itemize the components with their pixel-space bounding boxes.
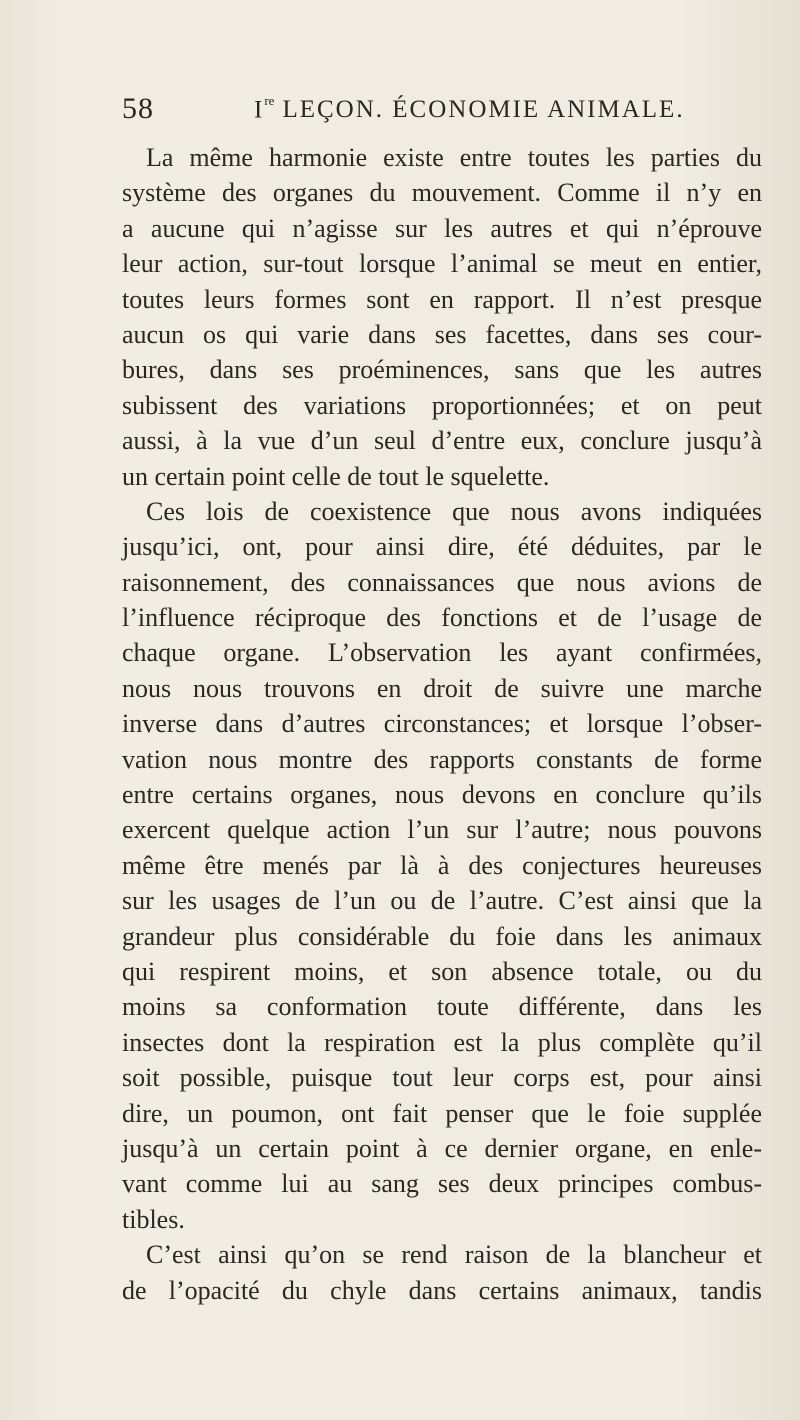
text-line: chaque organe. L’observation les ayant confirmées, — [122, 638, 762, 668]
text-line: sur les usages de l’un ou de l’autre. C’est ainsi que la — [122, 886, 762, 916]
text-line: dire, un poumon, ont fait penser que le foie supplée — [122, 1098, 762, 1128]
text-line: aussi, à la vue d’un seul d’entre eux, conclure jusqu’à — [122, 426, 762, 456]
text-line: inverse dans d’autres circonstances; et lorsque l’obser- — [122, 709, 762, 739]
text-line: même être menés par là à des conjectures heureuses — [122, 850, 762, 880]
text-line: grandeur plus considérable du foie dans les animaux — [122, 921, 762, 951]
text-line: système des organes du mouvement. Comme il n’y en — [122, 178, 762, 208]
text-line: jusqu’à un certain point à ce dernier organe, en enle- — [122, 1133, 762, 1163]
running-head — [122, 92, 762, 132]
text-line: toutes leurs formes sont en rapport. Il n’est presque — [122, 284, 762, 314]
text-line: vation nous montre des rapports constants de forme — [122, 744, 762, 774]
text-line: entre certains organes, nous devons en conclure qu’ils — [122, 780, 762, 810]
text-line: a aucune qui n’agisse sur les autres et qui n’éprouve — [122, 213, 762, 243]
text-line: insectes dont la respiration est la plus complète qu’il — [122, 1027, 762, 1057]
text-line: jusqu’ici, ont, pour ainsi dire, été déduites, par le — [122, 532, 762, 562]
section-title-text: LEÇON. ÉCONOMIE ANIMALE. — [282, 96, 685, 124]
text-line: nous nous trouvons en droit de suivre une marche — [122, 673, 762, 703]
text-line: subissent des variations proportionnées; et on peut — [122, 390, 762, 420]
text-line: vant comme lui au sang ses deux principes combus- — [122, 1169, 762, 1199]
text-line: moins sa conformation toute différente, dans les — [122, 992, 762, 1022]
page-number: 58 — [122, 92, 154, 125]
text-line: de l’opacité du chyle dans certains animaux, tandis — [122, 1275, 762, 1305]
body-text — [122, 140, 762, 1308]
lesson-numeral: I — [254, 96, 265, 124]
text-line: exercent quelque action l’un sur l’autre; nous pouvons — [122, 815, 762, 845]
text-line: tibles. — [122, 1204, 185, 1234]
text-line: C’est ainsi qu’on se rend raison de la blancheur et — [146, 1240, 762, 1270]
text-line: leur action, sur-tout lorsque l’animal se meut en entier, — [122, 249, 762, 279]
lesson-superscript: re — [264, 93, 275, 108]
text-line: raisonnement, des connaissances que nous avions de — [122, 567, 762, 597]
text-line: soit possible, puisque tout leur corps est, pour ainsi — [122, 1063, 762, 1093]
text-line: bures, dans ses proéminences, sans que les autres — [122, 355, 762, 385]
section-title — [254, 93, 685, 124]
text-line: qui respirent moins, et son absence totale, ou du — [122, 956, 762, 986]
text-line: un certain point celle de tout le squelette. — [122, 461, 550, 491]
text-line: aucun os qui varie dans ses facettes, dans ses cour- — [122, 319, 762, 349]
text-line: Ces lois de coexistence que nous avons indiquées — [146, 496, 762, 526]
text-line: La même harmonie existe entre toutes les parties du — [146, 143, 762, 172]
text-line: l’influence réciproque des fonctions et de l’usage de — [122, 603, 762, 633]
